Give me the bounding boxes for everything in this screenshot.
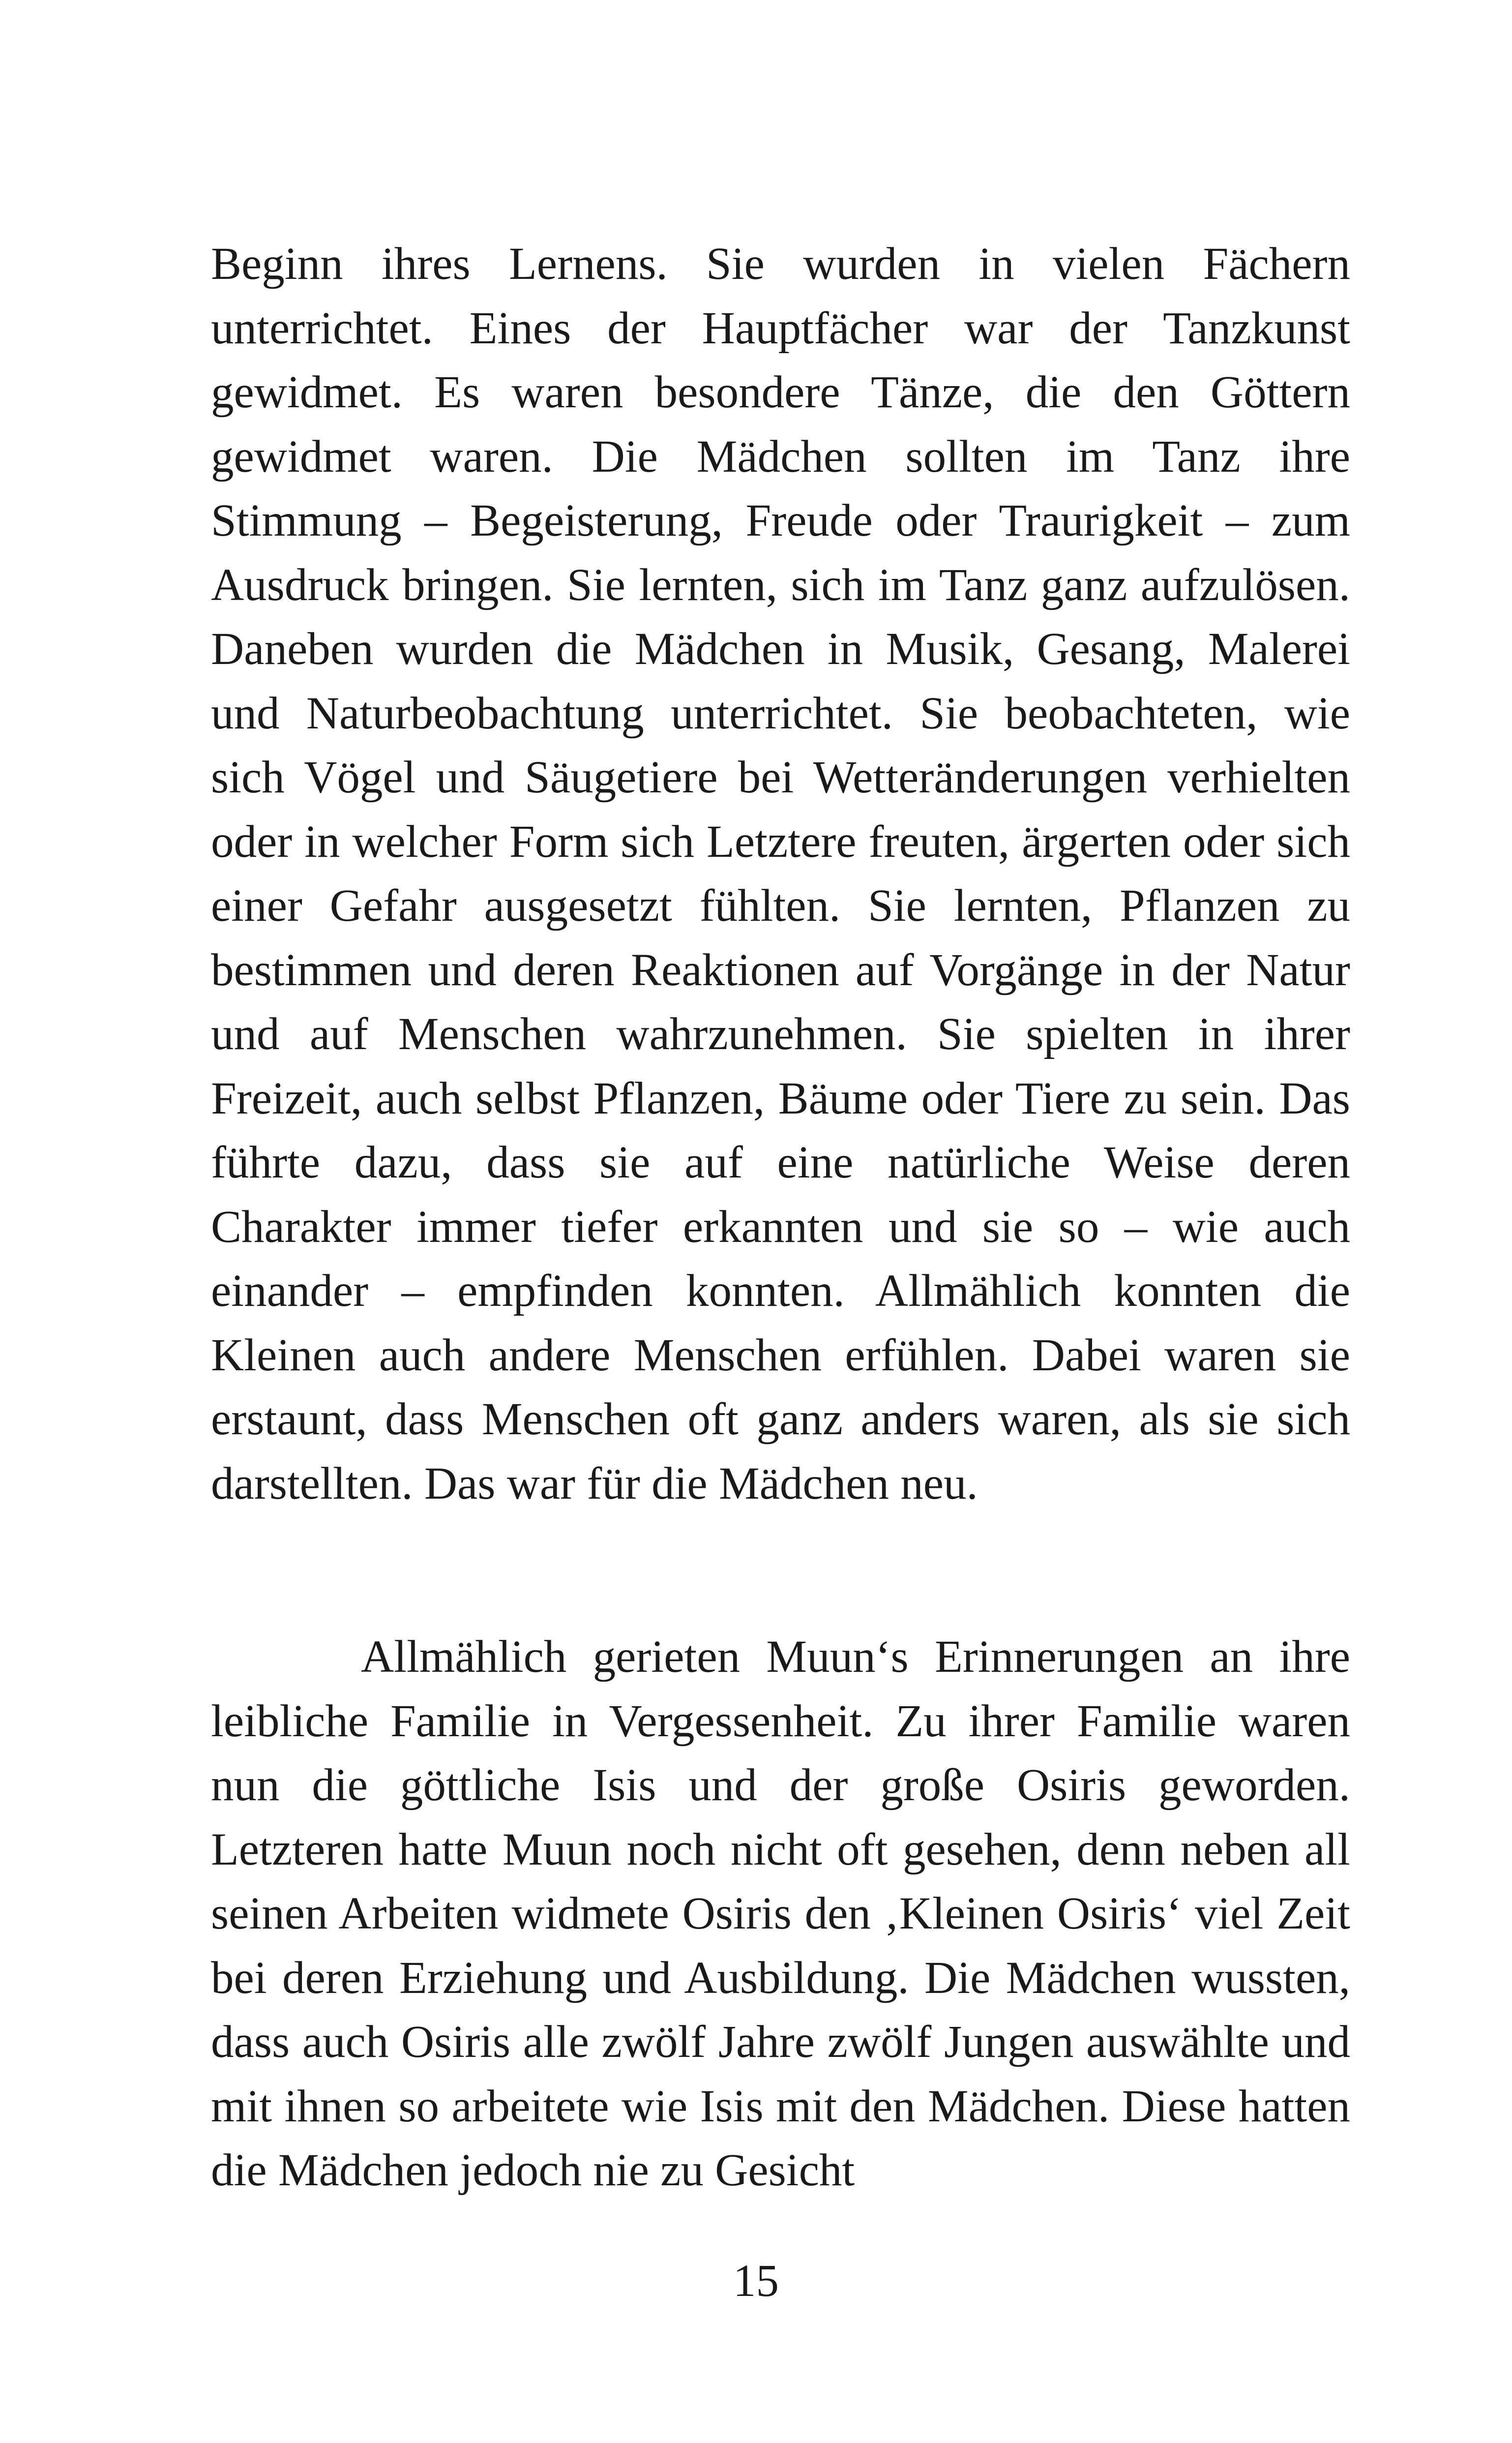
body-paragraph: Beginn ihres Lernens. Sie wurden in vielen Fächern unterrichtet. Eines der Hauptfächer war der Tanzkunst gewidmet. Es waren besondere Tänze, die den Göttern gewidmet waren. Die Mädchen sollten im Tanz ihre Stimmung – Begeisterung, Freude oder Traurigkeit – zum Ausdruck bringen. Sie lernten, sich im Tanz ganz aufzulösen. Daneben wurden die Mädchen in Musik, Gesang, Malerei und Naturbeobachtung unterrichtet. Sie beobachteten, wie sich Vögel und Säugetiere bei Wetteränderungen verhielten oder in welcher Form sich Letztere freuten, ärgerten oder sich einer Gefahr ausgesetzt fühlten. Sie lernten, Pflanzen zu bestimmen und deren Reaktionen auf Vorgänge in der Natur und auf Menschen wahrzunehmen. Sie spielten in ihrer Freizeit, auch selbst Pflanzen, Bäume oder Tiere zu sein. Das führte dazu, dass sie auf eine natürliche Weise deren Charakter immer tiefer erkannten und sie so – wie auch einander – empfinden konnten. Allmählich konnten die Kleinen auch andere Menschen erfühlen. Dabei waren sie erstaunt, dass Menschen oft ganz anders waren, als sie sich darstellten. Das war für die Mädchen neu. <box>211 239 1350 1509</box>
body-paragraph: Allmählich gerieten Muun‘s Erinnerungen an ihre leibliche Familie in Vergessenheit. Zu ihrer Familie waren nun die göttliche Isis und der große Osiris geworden. Letzteren hatte Muun noch nicht oft gesehen, denn neben all seinen Arbeiten widmete Osiris den ‚Kleinen Osiris‘ viel Zeit bei deren Erziehung und Ausbildung. Die Mädchen wussten, dass auch Osiris alle zwölf Jahre zwölf Jungen auswählte und mit ihnen so arbeitete wie Isis mit den Mädchen. Diese hatten die Mädchen jedoch nie zu Gesicht <box>211 1631 1350 2196</box>
page-number: 15 <box>733 2256 779 2306</box>
